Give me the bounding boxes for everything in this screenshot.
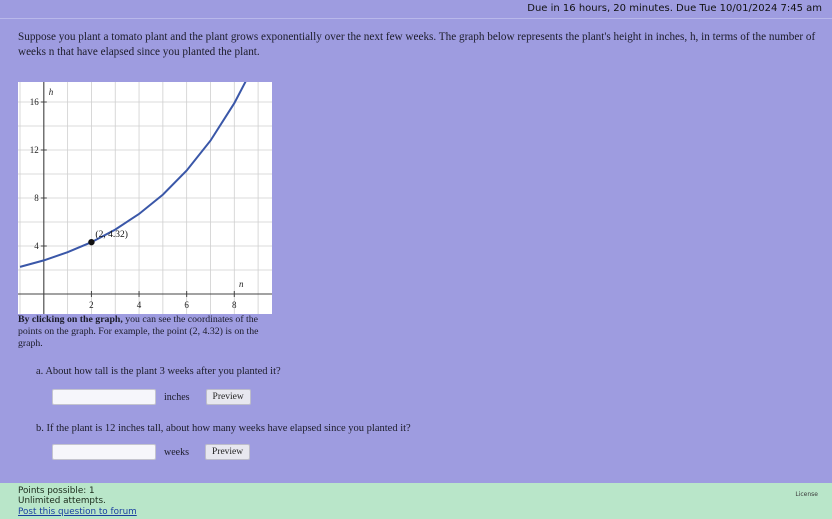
y-tick-label: 16	[29, 97, 39, 107]
caption-bold-text: By clicking on the graph,	[18, 314, 123, 325]
caption-text: you can see the coordinates of the points on the graph. For example, the point (2, 4.32) is on the graph.	[18, 314, 259, 349]
part-b-answer-row	[52, 444, 250, 460]
y-tick-label: 4	[34, 241, 39, 251]
part-a-preview-button[interactable]: Preview	[206, 389, 251, 405]
part-b-question: b. If the plant is 12 inches tall, about how many weeks have elapsed since you planted it?	[36, 423, 411, 434]
part-b-preview-button[interactable]: Preview	[205, 444, 250, 460]
graph-caption	[18, 314, 280, 350]
x-axis-label: n	[239, 279, 244, 289]
y-axis-label: h	[48, 86, 54, 97]
x-tick-label: 6	[184, 300, 189, 310]
header-divider	[0, 18, 832, 19]
attempts-info: Unlimited attempts.	[18, 496, 106, 506]
due-date-text: Due in 16 hours, 20 minutes. Due Tue 10/01/2024 7:45 am	[527, 3, 822, 14]
part-a-answer-row	[52, 389, 251, 405]
exponential-graph[interactable]	[18, 82, 272, 314]
x-tick-label: 2	[89, 300, 94, 310]
part-a-answer-input[interactable]	[52, 389, 156, 405]
license-link[interactable]: License	[795, 491, 818, 498]
part-b-unit-label: weeks	[164, 446, 189, 458]
part-a-question: a. About how tall is the plant 3 weeks after you planted it?	[36, 366, 281, 377]
points-possible: Points possible: 1	[18, 486, 95, 496]
highlight-point	[88, 239, 94, 245]
post-to-forum-link[interactable]: Post this question to forum	[18, 507, 137, 517]
graph-svg[interactable]	[18, 82, 272, 314]
x-tick-label: 8	[232, 300, 237, 310]
question-footer	[0, 483, 832, 519]
highlight-point-label: (2, 4.32)	[95, 230, 128, 241]
part-a-unit-label: inches	[164, 391, 190, 403]
y-tick-label: 12	[29, 145, 39, 155]
part-b-answer-input[interactable]	[52, 444, 156, 460]
x-tick-label: 4	[136, 300, 142, 310]
y-tick-label: 8	[34, 193, 39, 203]
question-prompt: Suppose you plant a tomato plant and the plant grows exponentially over the next few weeks. The graph below represents the plant's height in inches, h, in terms of the number of weeks n that have elapsed since you planted the plant.	[18, 31, 816, 58]
